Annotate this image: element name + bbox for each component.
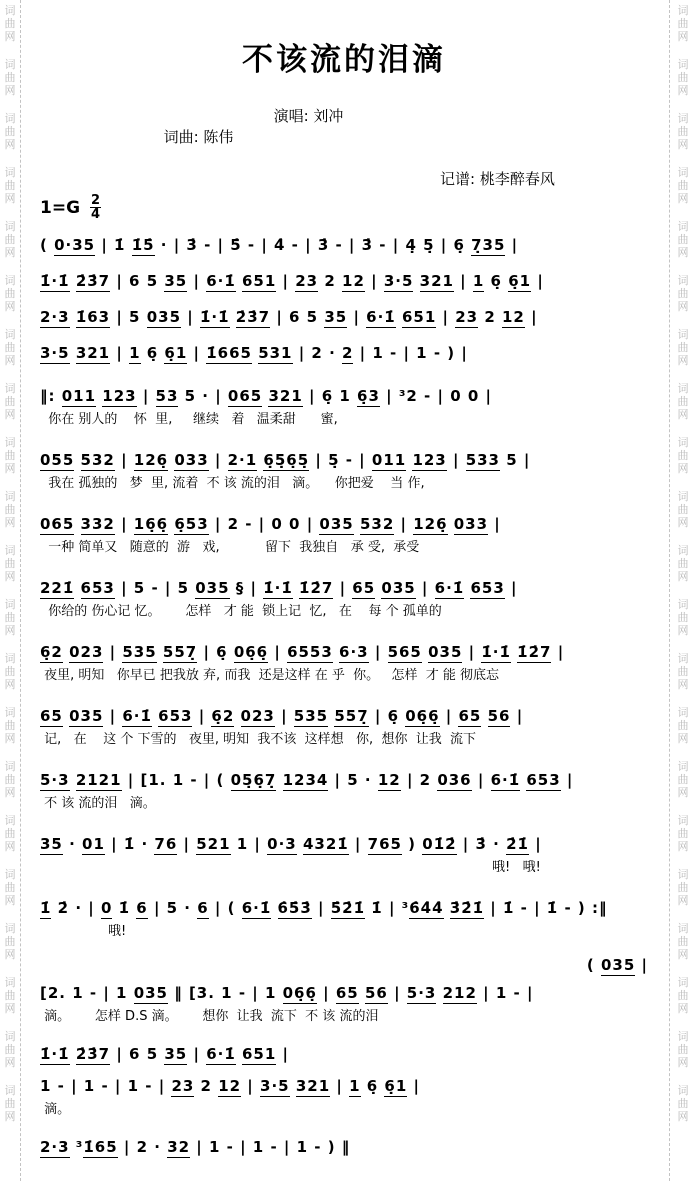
music-line-15: [2. 1 - | 1 035 ‖ [3. 1 - | 1 06̣6̣ | 65 56 | 5·3 212 | 1 - | xyxy=(40,984,534,1002)
lyric-line-8: 哦! 哦! xyxy=(492,860,541,875)
intro-system-2 xyxy=(40,270,648,292)
music-line-13: 1̇ 2̇ · | 0 1̇ 6 | 5 · 6 | ( 6·1̇ 6̇5̇3̇ | 5̇2̇1̇ 1̇ | ³6̇4̇4̇ 3̇2̇1̇ | 1̇ - | 1̇ - ) :‖ xyxy=(40,899,608,917)
verse-system-2 xyxy=(40,449,648,492)
watermark-left: 词 曲 网 词 曲 网 词 曲 网 词 曲 网 词 曲 网 词 曲 网 词 曲 网 词 曲 网 词 曲 网 词 曲 网 词 曲 网 词 曲 网 词 曲 网 词 曲 网 词 曲 网 词 曲 网 词 曲 网 词 曲 网 词 曲 网 词 曲 网 词 曲 网 xyxy=(4,4,16,1123)
music-line-1: ( 0·35 | 1̇ 1̇5̇ · | 3̇ - | 5̇ - | 4̇ - | 3̇ - | 3̇ - | 4̣ 5̣ | 6̣ 7̣35 | xyxy=(40,236,519,254)
music-line-7: 065 332 | 16̣6̣ 6̣53 | 2 - | 0 0 | 035 532 | 126̣ 033 | xyxy=(40,515,501,533)
verse-system-1 xyxy=(40,385,648,428)
music-line-6: 055 532 | 126̣ 033 | 2·1 6̣5̣6̣5̣ | 5̣ - | 011 123 | 533 5 | xyxy=(40,451,531,469)
intro-system-1 xyxy=(40,234,648,256)
music-line-4: 3·5 321 | 1 6̣ 6̣1 | 1̇665 531 | 2 · 2 | 1 - | 1 - ) | xyxy=(40,344,468,362)
lyric-line-4: 你给的 伤心记 忆。 怎样 才 能 锁上记 忆, 在 每 个 孤单的 xyxy=(40,604,442,619)
music-line-8: 221̇ 653 | 5 - | 5 035 § | 1̇·1̇ 1̇2̇7 | 65 035 | 6·1̇ 653 | xyxy=(40,579,518,597)
verse-system-8 xyxy=(40,833,648,876)
lyric-line-3: 一种 简单又 随意的 游 戏, 留下 我独自 承 受, 承受 xyxy=(40,540,420,555)
lyric-line-9: 哦! xyxy=(108,924,127,939)
lyric-line-7: 不 该 流的泪 滴。 xyxy=(40,796,156,811)
verse-system-4 xyxy=(40,577,648,620)
music-line-9: 6̣2 023 | 535 557̣ | 6̣ 06̣6̣ | 6553 6·3 | 565 035 | 1̇·1̇ 1̇2̇7 | xyxy=(40,643,565,661)
pickup-system xyxy=(40,954,648,976)
ending-system xyxy=(40,982,648,1025)
verse-system-7 xyxy=(40,769,648,812)
notation-credit: 记谱: 桃李醉春风 xyxy=(440,170,555,188)
lyric-line-5: 夜里, 明知 你早已 把我放 弃, 而我 还是这样 在 乎 你。 怎样 才 能 彻底忘 xyxy=(40,668,500,683)
music-line-10: 65 035 | 6·1̇ 653 | 6̣2 023 | 535 557̣ | 6̣ 06̣6̣ | 65 56 | xyxy=(40,707,524,725)
verse-system-3 xyxy=(40,513,648,556)
music-line-14: ( 035 | xyxy=(586,956,648,974)
lyric-line-1: 你在 别人的 怀 里, 继续 着 温柔甜 蜜, xyxy=(40,412,338,427)
verse-system-9 xyxy=(40,897,648,940)
verse-system-6 xyxy=(40,705,648,748)
time-signature xyxy=(90,195,101,220)
time-denominator: 4 xyxy=(91,207,101,222)
credits-row-2 xyxy=(40,168,648,189)
lyric-line-10: 滴。 怎样 D.S 滴。 想你 让我 流下 不 该 流的泪 xyxy=(40,1009,379,1024)
music-line-2: 1̇·1̇ 2̇3̇7 | 6 5 35 | 6·1̇ 651 | 23 2 12 | 3·5 321 | 1 6̣ 6̣1 | xyxy=(40,272,544,290)
composer-credit: 词曲: 陈伟 xyxy=(163,128,234,146)
lyric-line-11: 滴。 xyxy=(40,1102,71,1117)
intro-system-4 xyxy=(40,342,648,364)
music-line-17: 1 - | 1 - | 1 - | 23 2 12 | 3·5 321 | 1 6̣ 6̣1 | xyxy=(40,1077,420,1095)
key-signature: 1=G xyxy=(40,197,81,218)
score-content xyxy=(40,0,648,1158)
outro-system-3 xyxy=(40,1136,648,1158)
right-dashed-border xyxy=(669,0,670,1181)
credits-row xyxy=(40,87,648,165)
music-line-12: 35 · 01 | 1̇ · 76 | 521 1 | 0·3 4321̇ | 765 ) 01̇2̇ | 3̇ · 2̇1̇ | xyxy=(40,835,542,853)
music-line-3: 2·3 1̇63 | 5 035 | 1̇·1̇ 2̇3̇7 | 6 5 35 | 6·1̇ 651 | 23 2 12 | xyxy=(40,308,538,326)
lyric-line-6: 记, 在 这 个 下雪的 夜里, 明知 我不该 这样想 你, 想你 让我 流下 xyxy=(40,732,476,747)
verse-system-5 xyxy=(40,641,648,684)
time-numerator: 2 xyxy=(91,193,101,208)
music-line-11: 5·3 2121 | [1. 1 - | ( 05̣6̣7̣ 1234 | 5 · 12 | 2 036 | 6·1̇ 653 | xyxy=(40,771,574,789)
lyric-line-2: 我在 孤独的 梦 里, 流着 不 该 流的泪 滴。 你把爱 当 作, xyxy=(40,476,425,491)
performer-credit: 演唱: 刘冲 xyxy=(273,107,344,125)
music-line-18: 2·3 ³1̇65 | 2 · 32 | 1 - | 1 - | 1 - ) ‖ xyxy=(40,1138,351,1156)
song-title: 不该流的泪滴 xyxy=(242,42,446,78)
music-line-5: ‖: 011 123 | 53 5 · | 065 321 | 6̣ 1 6̣3 | ³2 - | 0 0 | xyxy=(40,387,493,405)
outro-system-2 xyxy=(40,1075,648,1118)
outro-system-1 xyxy=(40,1043,648,1065)
intro-system-3 xyxy=(40,306,648,328)
music-line-16: 1̇·1̇ 2̇3̇7 | 6 5 35 | 6·1̇ 651 | xyxy=(40,1045,290,1063)
key-time-signature xyxy=(40,195,648,220)
left-dashed-border xyxy=(20,0,21,1181)
watermark-right: 词 曲 网 词 曲 网 词 曲 网 词 曲 网 词 曲 网 词 曲 网 词 曲 网 词 曲 网 词 曲 网 词 曲 网 词 曲 网 词 曲 网 词 曲 网 词 曲 网 词 曲 网 词 曲 网 词 曲 网 词 曲 网 词 曲 网 词 曲 网 词 曲 网 xyxy=(677,4,689,1123)
